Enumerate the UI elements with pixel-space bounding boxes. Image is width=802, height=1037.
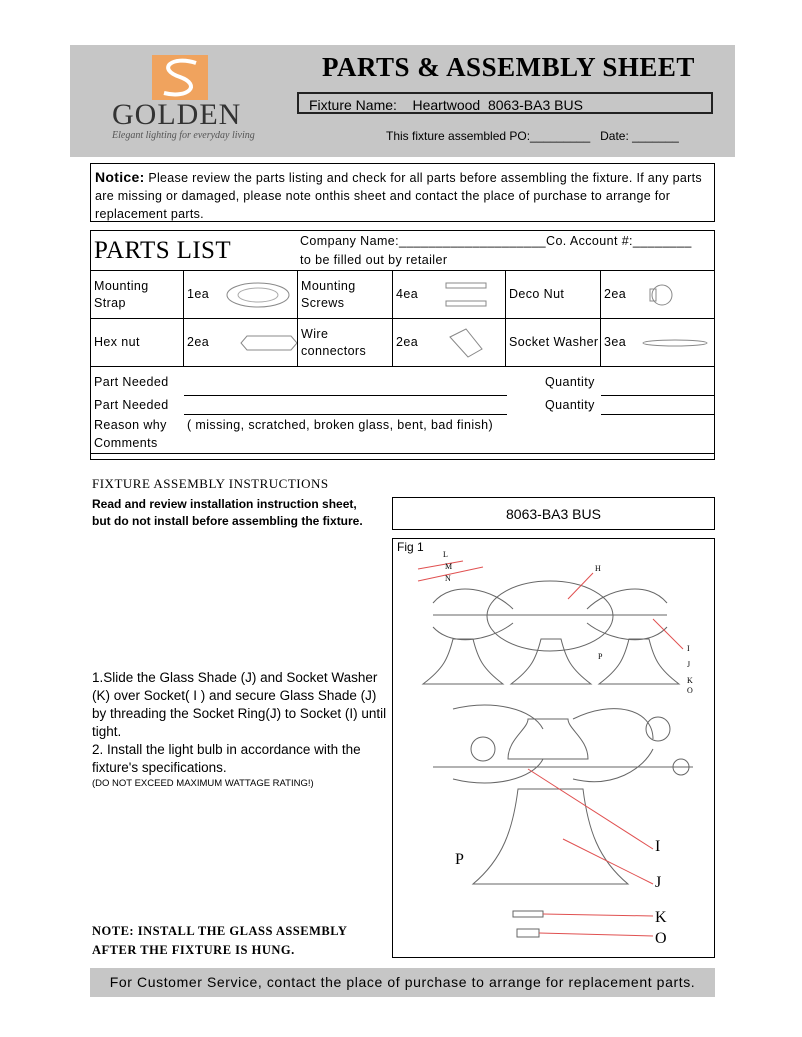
po-date-line: This fixture assembled PO:_________ Date: _______ xyxy=(386,129,679,143)
comments-label: Comments xyxy=(94,436,158,450)
svg-text:I: I xyxy=(687,644,690,653)
notice-label: Notice: xyxy=(95,169,145,185)
company-name-field: Company Name:____________________Co. Account #:________ xyxy=(300,234,692,248)
fixture-name-box xyxy=(297,92,713,114)
svg-text:J: J xyxy=(655,874,662,891)
wire-connector-icon xyxy=(446,325,486,361)
part-needed-label: Part Needed xyxy=(94,375,169,389)
part-qty: 2ea xyxy=(601,271,715,319)
page-title: PARTS & ASSEMBLY SHEET xyxy=(322,52,695,82)
hex-nut-icon xyxy=(239,332,297,354)
svg-text:P: P xyxy=(598,652,603,661)
deco-nut-icon xyxy=(646,281,676,309)
logo-text: GOLDEN xyxy=(112,98,242,131)
screws-icon xyxy=(440,277,490,313)
model-box: 8063-BA3 BUS xyxy=(392,497,715,530)
quantity-field[interactable] xyxy=(601,395,715,396)
fig-label: Fig 1 xyxy=(397,540,424,554)
notice-box xyxy=(90,163,715,222)
svg-text:O: O xyxy=(655,930,667,947)
retailer-note: to be filled out by retailer xyxy=(300,253,448,267)
svg-text:K: K xyxy=(687,676,693,685)
part-qty: 3ea xyxy=(601,319,715,367)
part-qty: 2ea xyxy=(393,319,506,367)
parts-list-title: PARTS LIST xyxy=(91,231,299,271)
part-needed-label: Part Needed xyxy=(94,398,169,412)
part-qty: 1ea xyxy=(184,271,298,319)
svg-text:O: O xyxy=(687,686,693,695)
assembly-heading: FIXTURE ASSEMBLY INSTRUCTIONS xyxy=(92,476,329,491)
read-instructions: Read and review installation instruction sheet, but do not install before assembling the fixture. xyxy=(92,497,363,528)
svg-text:H: H xyxy=(595,564,601,573)
step-2: 2. Install the light bulb in accordance with the fixture's specifications. xyxy=(92,742,361,775)
fixture-label: Fixture Name: xyxy=(309,97,397,113)
svg-text:N: N xyxy=(445,574,451,583)
assembly-figure xyxy=(392,538,715,958)
svg-text:J: J xyxy=(687,660,691,669)
part-qty: 4ea xyxy=(393,271,506,319)
quantity-field[interactable] xyxy=(601,414,715,415)
part-name: Socket Washer xyxy=(506,319,601,367)
parts-list-table xyxy=(90,230,715,460)
quantity-label: Quantity xyxy=(545,398,595,412)
reason-hint: ( missing, scratched, broken glass, bent, bad finish) xyxy=(187,418,494,432)
svg-text:L: L xyxy=(443,550,448,559)
svg-text:M: M xyxy=(445,562,453,571)
logo-tagline: Elegant lighting for everyday living xyxy=(112,130,255,141)
svg-text:K: K xyxy=(655,909,667,926)
install-note: NOTE: INSTALL THE GLASS ASSEMBLY AFTER THE FIXTURE IS HUNG. xyxy=(92,924,348,957)
part-qty: 2ea xyxy=(184,319,298,367)
customer-service-footer: For Customer Service, contact the place of purchase to arrange for replacement parts. xyxy=(90,968,715,997)
fixture-diagram xyxy=(393,539,714,957)
notice-text: Please review the parts listing and check for all parts before assembling the fixture. If any parts are missing or damaged, please note onthis sheet and contact the place of purchase to arrange for replacement parts. xyxy=(95,171,702,221)
svg-text:P: P xyxy=(455,851,464,868)
part-name: Mounting Strap xyxy=(91,271,184,319)
part-needed-field[interactable] xyxy=(184,395,507,396)
quantity-label: Quantity xyxy=(545,375,595,389)
reason-label: Reason why xyxy=(94,418,167,432)
svg-text:I: I xyxy=(655,838,661,855)
socket-washer-icon xyxy=(640,337,710,349)
wattage-warning: (DO NOT EXCEED MAXIMUM WATTAGE RATING!) xyxy=(92,778,314,789)
part-name: Deco Nut xyxy=(506,271,601,319)
assembly-steps xyxy=(92,669,392,791)
part-name: Mounting Screws xyxy=(298,271,393,319)
part-name: Hex nut xyxy=(91,319,184,367)
step-1: 1.Slide the Glass Shade (J) and Socket Washer (K) over Socket( I ) and secure Glass Shade (J) by threading the Socket Ring(J) to Socket (I) until tight. xyxy=(92,670,387,739)
part-name: Wire connectors xyxy=(298,319,393,367)
mounting-strap-icon xyxy=(225,281,291,309)
part-needed-field[interactable] xyxy=(184,414,507,415)
logo-mark xyxy=(152,55,208,100)
fixture-name: Heartwood 8063-BA3 BUS xyxy=(412,97,583,113)
